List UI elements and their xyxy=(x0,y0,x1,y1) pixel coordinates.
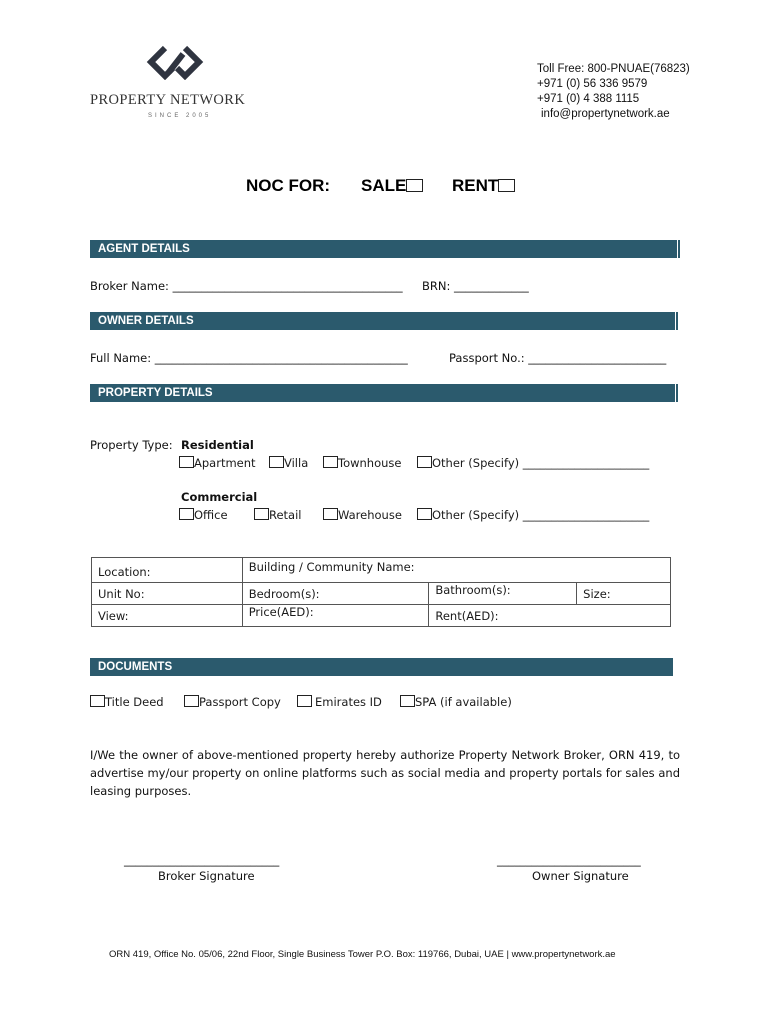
company-since: SINCE 2005 xyxy=(148,113,212,119)
noc-rent-option[interactable] xyxy=(452,176,515,196)
option-office[interactable] xyxy=(179,508,228,522)
spa-checkbox[interactable] xyxy=(400,695,415,707)
broker-signature-line[interactable]: ___________________________ xyxy=(124,853,280,867)
size-cell[interactable]: Size: xyxy=(577,583,671,605)
owner-signature-label: Owner Signature xyxy=(532,869,629,883)
bathrooms-cell[interactable]: Bathroom(s): xyxy=(429,583,577,605)
toll-free: Toll Free: 800-PNUAE(76823) xyxy=(537,63,690,75)
commercial-other-label: Other (Specify) ______________________ xyxy=(432,508,650,522)
documents-header xyxy=(90,658,673,676)
table-row xyxy=(92,583,671,605)
passport-field[interactable]: Passport No.: ________________________ xyxy=(449,351,667,365)
emirates-id-checkbox[interactable] xyxy=(297,695,312,707)
apartment-label: Apartment xyxy=(194,456,256,470)
bedrooms-cell[interactable]: Bedroom(s): xyxy=(242,583,429,605)
price-cell[interactable]: Price(AED): xyxy=(242,605,429,627)
doc-spa[interactable] xyxy=(400,695,512,709)
agent-details-title: AGENT DETAILS xyxy=(98,243,190,255)
broker-signature-label: Broker Signature xyxy=(158,869,255,883)
apartment-checkbox[interactable] xyxy=(179,456,194,468)
broker-name-field[interactable]: Broker Name: ________________________________________ xyxy=(90,279,403,293)
view-cell[interactable]: View: xyxy=(92,605,243,627)
noc-sale-label: SALE xyxy=(361,176,407,195)
noc-sale-checkbox[interactable] xyxy=(406,179,423,192)
commercial-other-checkbox[interactable] xyxy=(417,508,432,520)
townhouse-checkbox[interactable] xyxy=(323,456,338,468)
option-townhouse[interactable] xyxy=(323,456,401,470)
authorization-text: I/We the owner of above-mentioned property hereby authorize Property Network Broker, ORN 419, to advertise my/our property on online platforms such as social media and property portals for sales and leasing purposes. xyxy=(90,748,680,798)
documents-title: DOCUMENTS xyxy=(98,661,173,673)
owner-details-header xyxy=(90,312,678,330)
location-cell[interactable]: Location: xyxy=(92,558,243,583)
warehouse-checkbox[interactable] xyxy=(323,508,338,520)
building-cell[interactable]: Building / Community Name: xyxy=(242,558,670,583)
doc-title-deed[interactable] xyxy=(90,695,164,709)
commercial-heading: Commercial xyxy=(181,490,258,504)
passport-copy-checkbox[interactable] xyxy=(184,695,199,707)
noc-label: NOC FOR: xyxy=(246,176,331,195)
retail-label: Retail xyxy=(269,508,302,522)
warehouse-label: Warehouse xyxy=(338,508,402,522)
residential-other-label: Other (Specify) ______________________ xyxy=(432,456,650,470)
option-warehouse[interactable] xyxy=(323,508,402,522)
noc-sale-option[interactable] xyxy=(361,176,423,196)
company-name: PROPERTY NETWORK xyxy=(90,92,246,108)
owner-details-title: OWNER DETAILS xyxy=(98,315,194,327)
agent-details-header xyxy=(90,240,680,258)
option-commercial-other[interactable] xyxy=(417,508,649,522)
rent-cell[interactable]: Rent(AED): xyxy=(429,605,671,627)
townhouse-label: Townhouse xyxy=(338,456,402,470)
doc-emirates-id[interactable] xyxy=(297,695,382,709)
full-name-field[interactable]: Full Name: ____________________________________________ xyxy=(90,351,408,365)
option-apartment[interactable] xyxy=(179,456,256,470)
footer-address: ORN 419, Office No. 05/06, 22nd Floor, Single Business Tower P.O. Box: 119766, Dubai, UAE | www.propertynetwork.ae xyxy=(109,949,616,960)
emirates-id-label: Emirates ID xyxy=(315,695,382,709)
property-details-table xyxy=(91,557,671,627)
residential-heading: Residential xyxy=(181,438,254,452)
option-retail[interactable] xyxy=(254,508,302,522)
interlocked-chain-logo-icon xyxy=(143,44,207,80)
table-row xyxy=(92,605,671,627)
table-row xyxy=(92,558,671,583)
noc-rent-label: RENT xyxy=(452,176,499,195)
owner-signature-line[interactable]: _________________________ xyxy=(497,853,641,867)
title-deed-label: Title Deed xyxy=(105,695,164,709)
office-label: Office xyxy=(194,508,228,522)
doc-passport-copy[interactable] xyxy=(184,695,281,709)
unit-no-cell[interactable]: Unit No: xyxy=(92,583,243,605)
property-type-label: Property Type: xyxy=(90,438,173,452)
company-logo xyxy=(143,44,207,80)
option-villa[interactable] xyxy=(269,456,308,470)
brn-field[interactable]: BRN: _____________ xyxy=(422,279,529,293)
villa-label: Villa xyxy=(284,456,309,470)
villa-checkbox[interactable] xyxy=(269,456,284,468)
phone-mobile: +971 (0) 56 336 9579 xyxy=(537,78,648,90)
office-checkbox[interactable] xyxy=(179,508,194,520)
residential-other-checkbox[interactable] xyxy=(417,456,432,468)
property-details-header xyxy=(90,384,678,402)
spa-label: SPA (if available) xyxy=(415,695,512,709)
title-deed-checkbox[interactable] xyxy=(90,695,105,707)
option-residential-other[interactable] xyxy=(417,456,649,470)
retail-checkbox[interactable] xyxy=(254,508,269,520)
email-link[interactable]: info@propertynetwork.ae xyxy=(541,108,670,120)
contact-block xyxy=(537,62,690,122)
noc-rent-checkbox[interactable] xyxy=(498,179,515,192)
passport-copy-label: Passport Copy xyxy=(199,695,281,709)
phone-office: +971 (0) 4 388 1115 xyxy=(537,93,640,105)
property-details-title: PROPERTY DETAILS xyxy=(98,387,213,399)
